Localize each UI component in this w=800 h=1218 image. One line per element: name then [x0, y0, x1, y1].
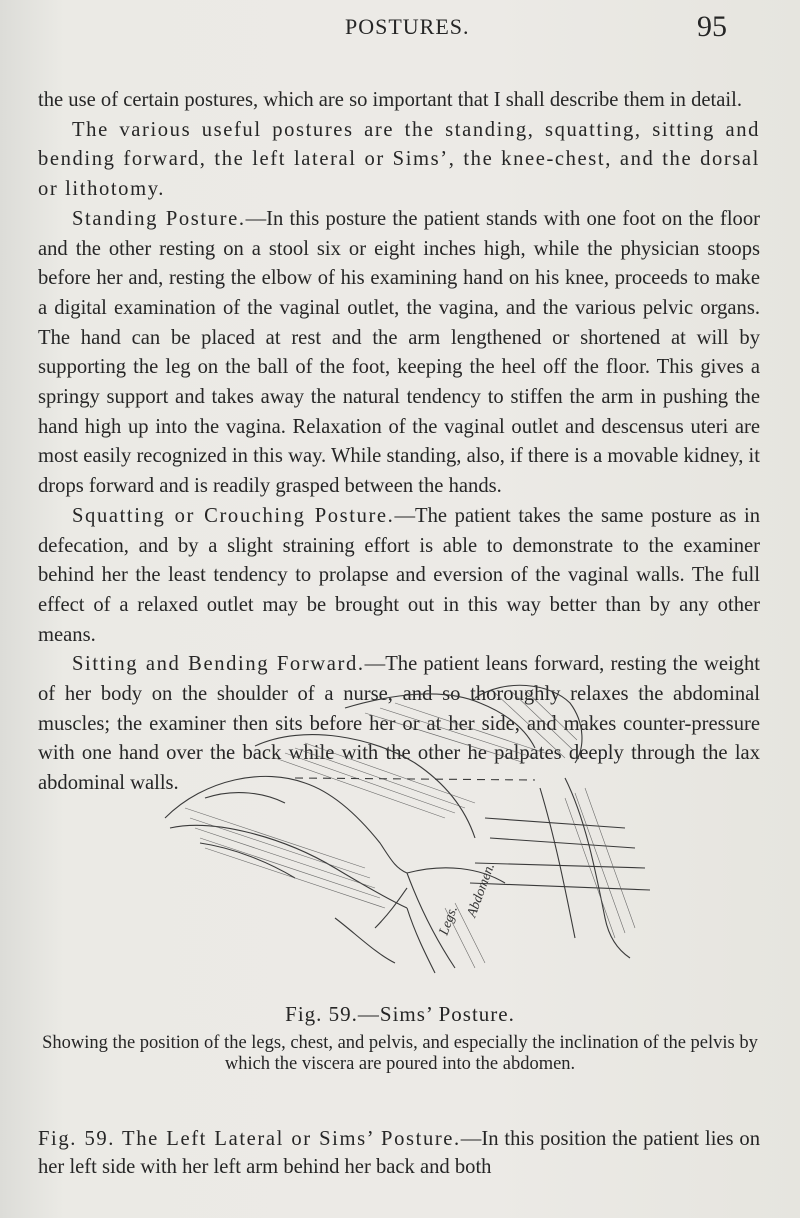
- paragraph-postures-list: The various useful postures are the standing, squatting, sitting and bending forward, the left lateral or Sims’, the knee-chest, and the dorsal or lithotomy.: [38, 118, 760, 201]
- paragraph-squatting: [38, 502, 760, 651]
- squatting-heading: Squatting or Crouching Posture.: [72, 504, 395, 527]
- figure-label-legs: Legs.: [436, 904, 462, 938]
- figure-label-abdomen: Abdomen.: [464, 861, 499, 920]
- paragraph-intro: the use of certain postures, which are so important that I shall describe them in detail.: [38, 89, 742, 111]
- sitting-body: —The patient leans forward, resting the weight of her body on the shoulder of a nurse, and so thoroughly relaxes the abdominal muscles; the examiner then sits before her or at her side, and makes counter-pressure with one hand over the back while with the other he palpates deeply through the lax abdominal walls.: [38, 653, 760, 795]
- standing-heading: Standing Posture.: [72, 207, 246, 230]
- standing-body: —In this posture the patient stands with one foot on the floor and the other resting on a stool six or eight inches high, while the physician stoops before her and, resting the elbow of his examining hand on his knee, proceeds to make a digital examination of the vaginal outlet, the vagina, and the various pelvic organs. The hand can be placed at rest and the arm lengthened or shortened at will by supporting the leg on the ball of the foot, keeping the heel off the floor. This gives a springy support and takes away the natural tendency to stiffen the arm in pushing the hand high up into the vagina. Relaxation of the vaginal outlet and descensus uteri are most easily recognized in this way. While standing, also, if there is a movable kidney, it drops forward and is readily grasped between the hands.: [38, 207, 760, 498]
- squatting-body: —The patient takes the same posture as in defecation, and by a slight straining effort is able to demonstrate to the examiner behind her the least tendency to prolapse and eversion of the vaginal walls. The full effect of a relaxed outlet may be brought out in this way better than by any other means.: [38, 504, 760, 646]
- paragraph-sims: [38, 1125, 760, 1181]
- figure-caption-title: Fig. 59.—Sims’ Posture.: [285, 1002, 515, 1026]
- sims-body: —In this position the patient lies on her left side with her left arm behind her back and both: [38, 1128, 760, 1178]
- figure-caption-text: Showing the position of the legs, chest, and pelvis, and especially the inclination of the pelvis by which the viscera are poured into the abdomen.: [42, 1033, 758, 1074]
- page-number: 95: [697, 10, 727, 43]
- sims-heading: Fig. 59. The Left Lateral or Sims’ Posture.: [38, 1128, 461, 1150]
- running-title: POSTURES.: [345, 14, 470, 39]
- paragraph-standing: [38, 205, 760, 502]
- sims-posture-illustration: [145, 668, 675, 978]
- sitting-heading: Sitting and Bending Forward.: [72, 653, 365, 676]
- running-head: [0, 10, 800, 54]
